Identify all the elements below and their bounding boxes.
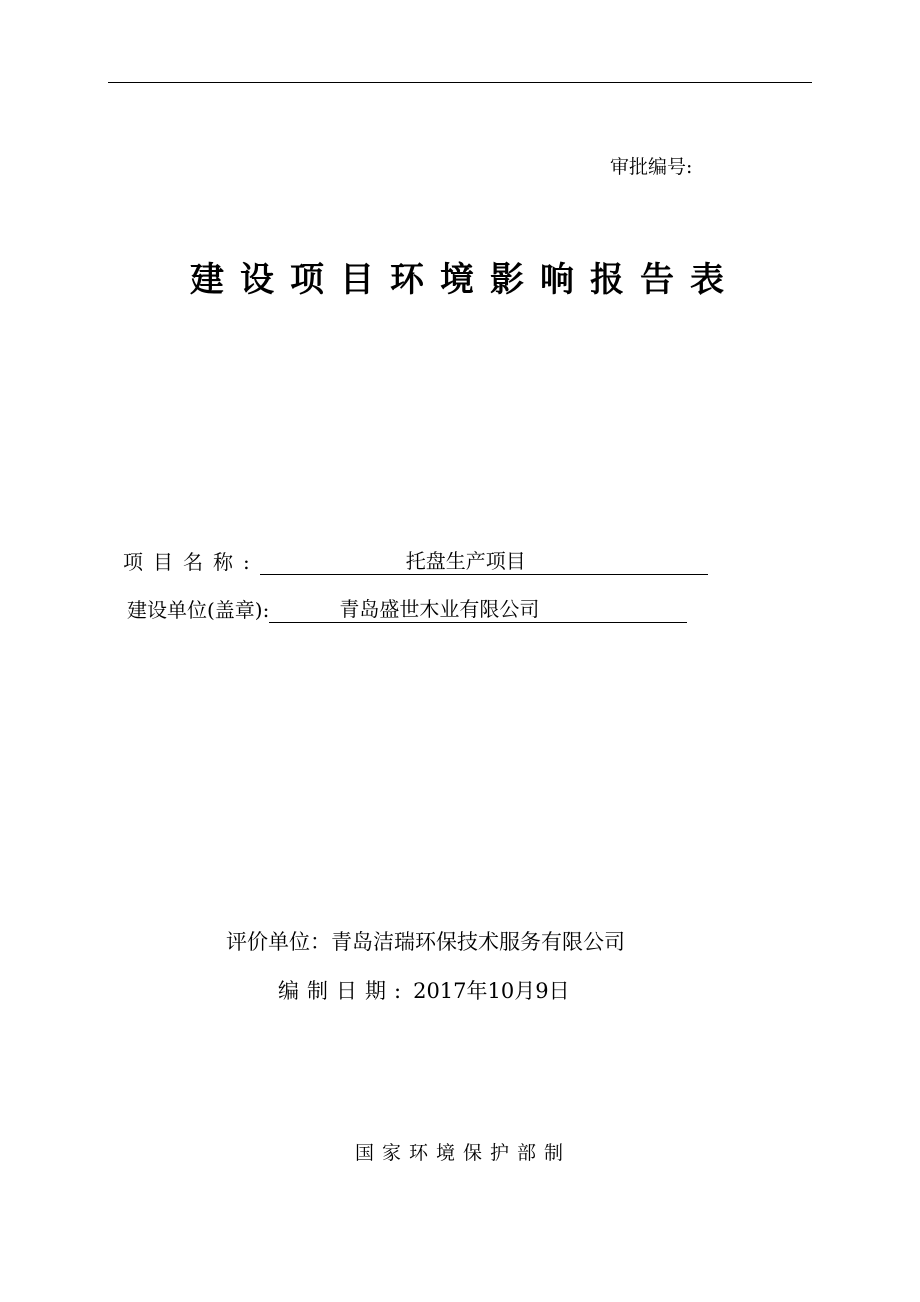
project-name-value: 托盘生产项目 [260, 549, 708, 575]
construction-unit-field [127, 594, 687, 623]
approval-number-label: 审批编号: [610, 156, 693, 178]
evaluation-unit-value: 青岛洁瑞环保技术服务有限公司 [331, 930, 625, 954]
project-name-label: 项目名称: [123, 550, 260, 574]
compile-date-label: 编制日期: [278, 979, 410, 1003]
approval-number [610, 152, 692, 179]
project-name-field [123, 546, 708, 575]
evaluation-unit [226, 926, 625, 956]
construction-unit-value: 青岛盛世木业有限公司 [269, 597, 687, 623]
issuer-footer: 国家环境保护部制 [354, 1142, 571, 1164]
document-title: 建设项目环境影响报告表 [190, 260, 740, 300]
construction-unit-label: 建设单位(盖章): [127, 598, 270, 622]
compile-date [278, 975, 570, 1005]
header-rule [108, 82, 812, 83]
evaluation-unit-label: 评价单位： [226, 930, 331, 954]
compile-date-value: 2017年10月9日 [413, 979, 570, 1003]
